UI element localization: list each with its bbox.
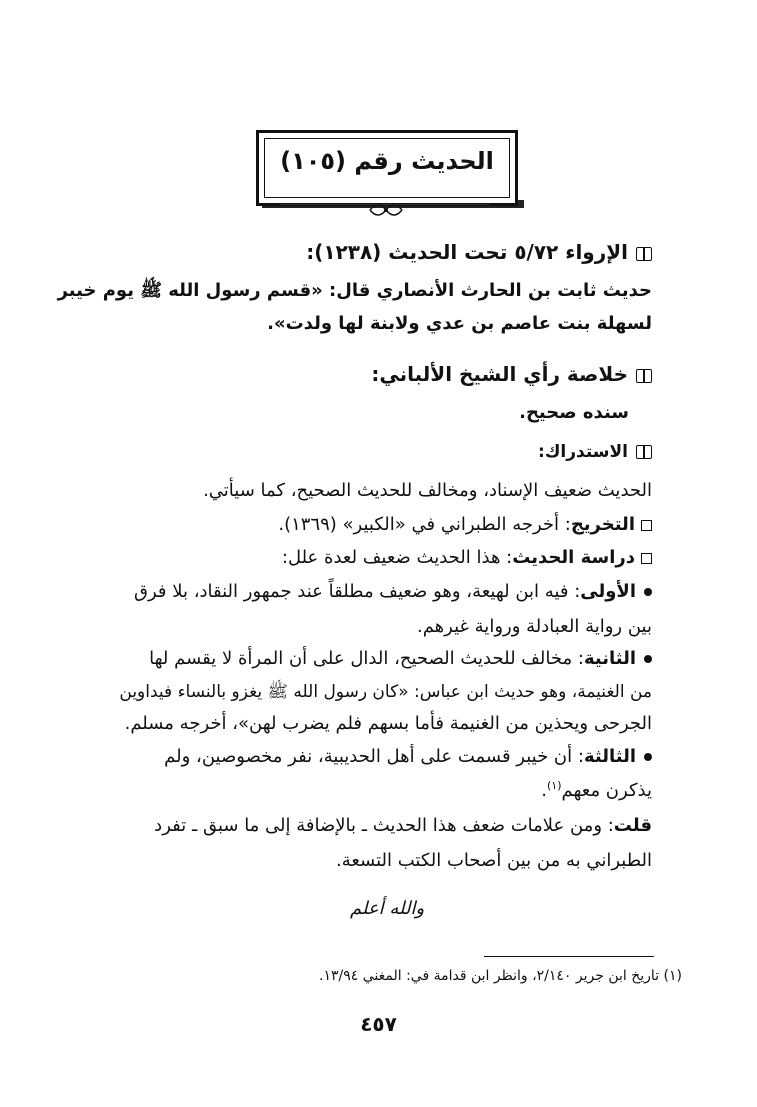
book-icon xyxy=(636,369,652,383)
checkbox-square-icon xyxy=(641,520,652,531)
bullet-icon xyxy=(644,753,652,761)
footnote-divider xyxy=(484,956,654,957)
footnote: (١) تاريخ ابن جرير ٢/١٤٠، وانظر ابن قدامة في: المغني ١٣/٩٤. xyxy=(319,968,682,984)
qultu-line-2: الطبراني به من بين أصحاب الكتب التسعة. xyxy=(335,850,652,871)
title-box xyxy=(256,130,518,206)
istidrak-heading: الاستدراك: xyxy=(538,442,652,462)
page-title: الحديث رقم (١٠٥) xyxy=(280,147,494,175)
first-line-2: بين رواية العبادلة ورواية غيرهم. xyxy=(416,616,652,637)
istidrak-text: الحديث ضعيف الإسناد، ومخالف للحديث الصحيح، كما سيأتي. xyxy=(203,480,652,501)
takhrij-line: التخريج: أخرجه الطبراني في «الكبير» (١٣٦٩). xyxy=(278,514,652,535)
third-line-2: يذكرن معهم$^{(١)}$. xyxy=(541,779,652,801)
page-number: ٤٥٧ xyxy=(360,1012,397,1036)
book-icon xyxy=(636,247,652,261)
second-line-2: من الغنيمة، وهو حديث ابن عباس: «كان رسول الله ﷺ يغزو بالنساء فيداوين xyxy=(119,682,652,702)
hadith-line-2: لسهلة بنت عاصم بن عدي ولابنة لها ولدت». xyxy=(267,313,652,334)
footnote-ref: (١) xyxy=(546,779,562,792)
bullet-icon xyxy=(644,588,652,596)
qultu-line-1: قلت: ومن علامات ضعف هذا الحديث ـ بالإضافة إلى ما سبق ـ تفرد xyxy=(154,815,652,836)
hadith-line-1: حديث ثابت بن الحارث الأنصاري قال: «قسم رسول الله ﷺ يوم خيبر xyxy=(57,280,652,301)
summary-heading: خلاصة رأي الشيخ الألباني: xyxy=(371,362,652,386)
second-line-1: الثانية: مخالف للحديث الصحيح، الدال على أن المرأة لا يقسم لها xyxy=(149,648,652,669)
notes-icon xyxy=(636,445,652,459)
summary-text: سنده صحيح. xyxy=(519,402,629,423)
first-line-1: الأولى: فيه ابن لهيعة، وهو ضعيف مطلقاً عند جمهور النقاد، بلا فرق xyxy=(134,581,652,602)
dirasa-line: دراسة الحديث: هذا الحديث ضعيف لعدة علل: xyxy=(282,547,652,568)
closing-phrase: والله أعلم xyxy=(350,898,425,919)
checkbox-square-icon xyxy=(641,553,652,564)
third-line-1: الثالثة: أن خيبر قسمت على أهل الحديبية، نفر مخصوصين، ولم xyxy=(164,746,652,767)
second-line-3: الجرحى ويحذين من الغنيمة فأما بسهم فلم يضرب لهن»، أخرجه مسلم. xyxy=(124,713,652,734)
irwa-heading: الإرواء ٥/٧٢ تحت الحديث (١٢٣٨): xyxy=(306,240,652,264)
bullet-icon xyxy=(644,655,652,663)
ornament-icon xyxy=(366,198,406,222)
